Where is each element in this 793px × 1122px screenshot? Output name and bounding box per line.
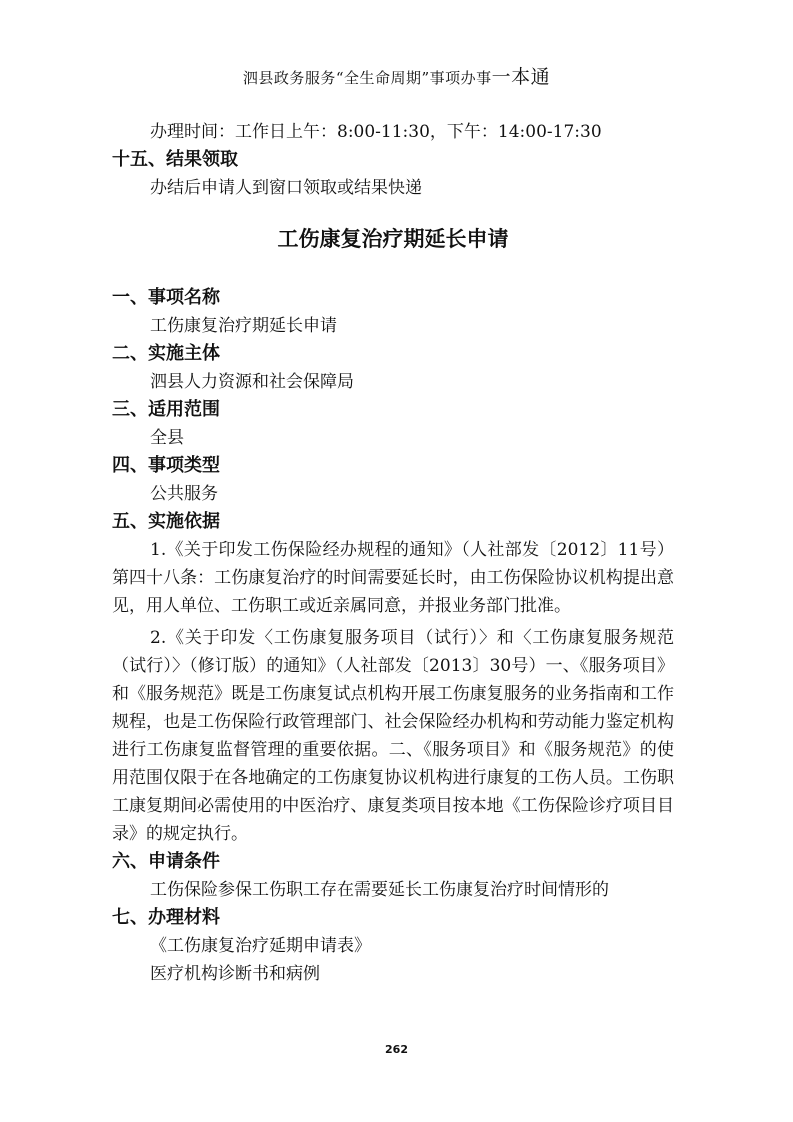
section-4-heading: 四、事项类型 [112, 455, 220, 476]
section-5-paragraph-2: 2.《关于印发〈工伤康复服务项目（试行）〉和〈工伤康复服务规范（试行）〉（修订版）的通知》（人社部发〔2013〕30号）一、《服务项目》和《服务规范》既是工伤康复试点机构开展工伤康复服务的业务指南和工作规程，也是工伤保险行政管理部门、社会保险经办机构和劳动能力鉴定机构进行工伤康复监督管理的重要依据。二、《服务项目》和《服务规范》的使用范围仅限于在各地确定的工伤康复协议机构进行康复的工伤人员。工伤职工康复期间必需使用的中医治疗、康复类项目按本地《工伤保险诊疗项目目录》的规定执行。 [112, 628, 674, 844]
section-6-text: 工伤保险参保工伤职工存在需要延长工伤康复治疗时间情形的 [150, 880, 609, 900]
office-hours: 办理时间：工作日上午：8:00-11:30，下午：14:00-17:30 [150, 122, 602, 142]
page-number: 262 [385, 1043, 408, 1056]
header-emphasis: 一本通 [491, 66, 551, 88]
document-body [112, 118, 674, 988]
page-header [0, 62, 793, 89]
section-6-heading: 六、申请条件 [112, 851, 220, 872]
section-2-text: 泗县人力资源和社会保障局 [150, 372, 354, 392]
section-7-heading: 七、办理材料 [112, 907, 220, 928]
header-text: 泗县政务服务“全生命周期”事项办事 [242, 69, 492, 87]
section-3-text: 全县 [150, 428, 184, 448]
section-4-text: 公共服务 [150, 484, 218, 504]
section-5-heading: 五、实施依据 [112, 511, 220, 532]
section-7-item-2: 医疗机构诊断书和病例 [150, 964, 320, 984]
section-1-heading: 一、事项名称 [112, 287, 220, 308]
section-5-paragraph-1: 1.《关于印发工伤保险经办规程的通知》（人社部发〔2012〕11号）第四十八条：工伤康复治疗的时间需要延长时，由工伤保险协议机构提出意见，用人单位、工伤职工或近亲属同意，并报业务部门批准。 [112, 540, 674, 616]
section-15-text: 办结后申请人到窗口领取或结果快递 [150, 178, 422, 198]
section-3-heading: 三、适用范围 [112, 399, 220, 420]
section-7-item-1: 《工伤康复治疗延期申请表》 [150, 936, 371, 956]
section-15-heading: 十五、结果领取 [112, 149, 238, 170]
document-title: 工伤康复治疗期延长申请 [277, 227, 509, 251]
section-2-heading: 二、实施主体 [112, 343, 220, 364]
section-1-text: 工伤康复治疗期延长申请 [150, 316, 337, 336]
